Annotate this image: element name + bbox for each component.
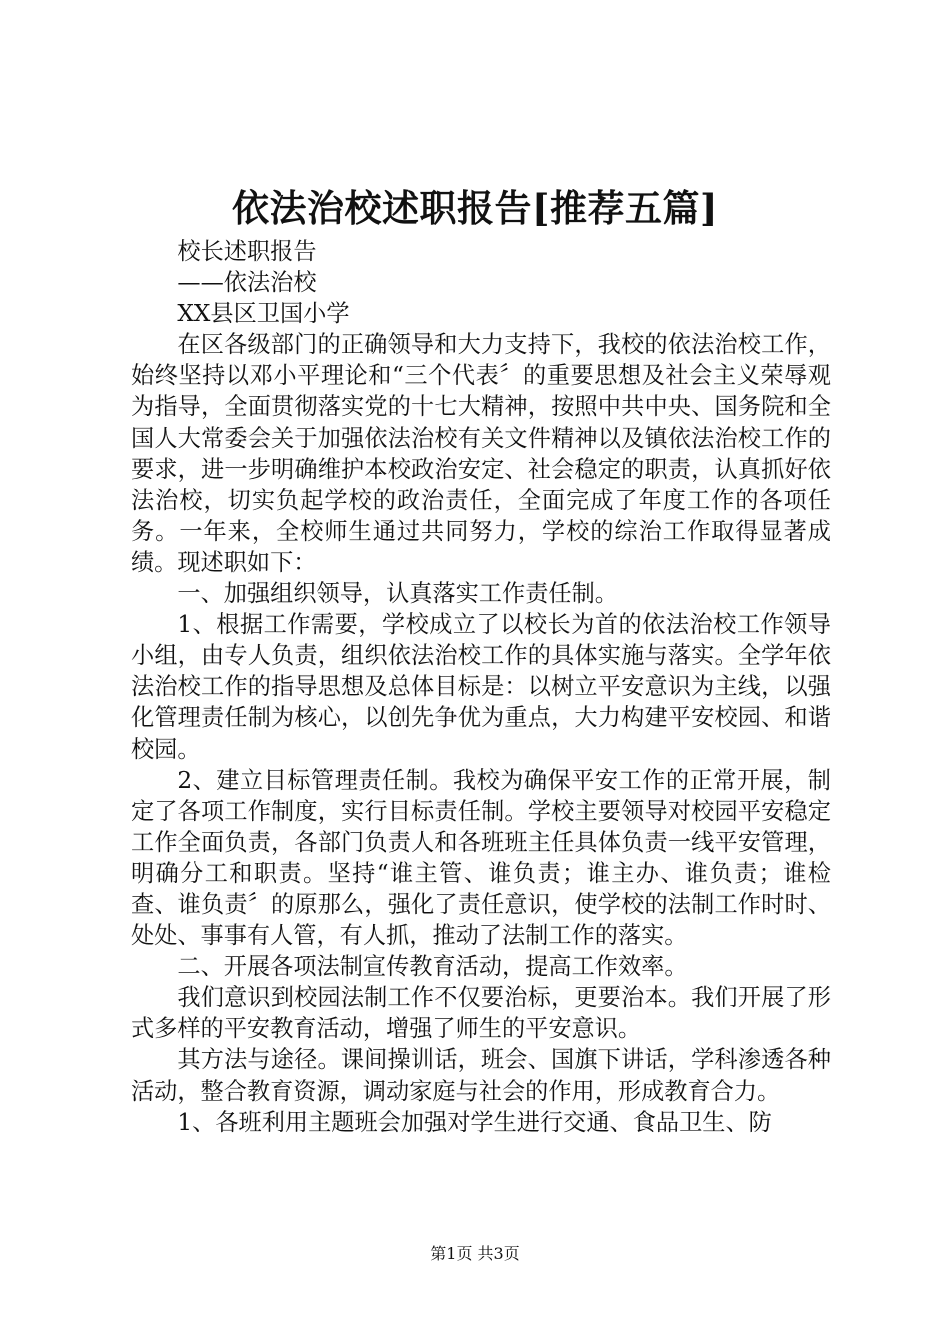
document-body	[131, 236, 831, 1138]
paragraph: 二、开展各项法制宣传教育活动，提高工作效率。	[177, 953, 688, 981]
paragraph: 1、根据工作需要，学校成立了以校长为首的依法治校工作领导小组，由专人负责，组织依法治校工作的具体实施与落实。全学年依法治校工作的指导思想及总体目标是：以树立平安意识为主线，以强化管理责任制为核心，以创先争优为重点，大力构建平安校园、和谐校园。	[131, 611, 831, 763]
paragraph: ——依法治校	[177, 269, 317, 297]
page-footer: 第1页 共3页	[430, 1244, 520, 1263]
paragraph: 一、加强组织领导，认真落实工作责任制。	[177, 580, 618, 608]
paragraph: 我们意识到校园法制工作不仅要治标，更要治本。我们开展了形式多样的平安教育活动，增强了师生的平安意识。	[131, 984, 831, 1043]
paragraph: 校长述职报告	[177, 238, 317, 265]
paragraph: 1、各班利用主题班会加强对学生进行交通、食品卫生、防	[177, 1108, 772, 1136]
paragraph: XX县区卫国小学	[177, 300, 350, 328]
document-title: 依法治校述职报告[推荐五篇]	[231, 186, 718, 230]
paragraph: 其方法与途径。课间操训话，班会、国旗下讲话，学科渗透各种活动，整合教育资源，调动家庭与社会的作用，形成教育合力。	[131, 1046, 831, 1105]
paragraph: 在区各级部门的正确领导和大力支持下，我校的依法治校工作，始终坚持以邓小平理论和“三个代表〞的重要思想及社会主义荣辱观为指导，全面贯彻落实党的十七大精神，按照中共中央、国务院和全国人大常委会关于加强依法治校有关文件精神以及镇依法治校工作的要求，进一步明确维护本校政治安定、社会稳定的职责，认真抓好依法治校，切实负起学校的政治责任，全面完成了年度工作的各项任务。一年来，全校师生通过共同努力，学校的综治工作取得显著成绩。现述职如下：	[131, 331, 831, 576]
paragraph: 2、建立目标管理责任制。我校为确保平安工作的正常开展，制定了各项工作制度，实行目标责任制。学校主要领导对校园平安稳定工作全面负责，各部门负责人和各班班主任具体负责一线平安管理，明确分工和职责。坚持“谁主管、谁负责；谁主办、谁负责；谁检查、谁负责〞的原那么，强化了责任意识，使学校的法制工作时时、处处、事事有人管，有人抓，推动了法制工作的落实。	[131, 766, 831, 950]
